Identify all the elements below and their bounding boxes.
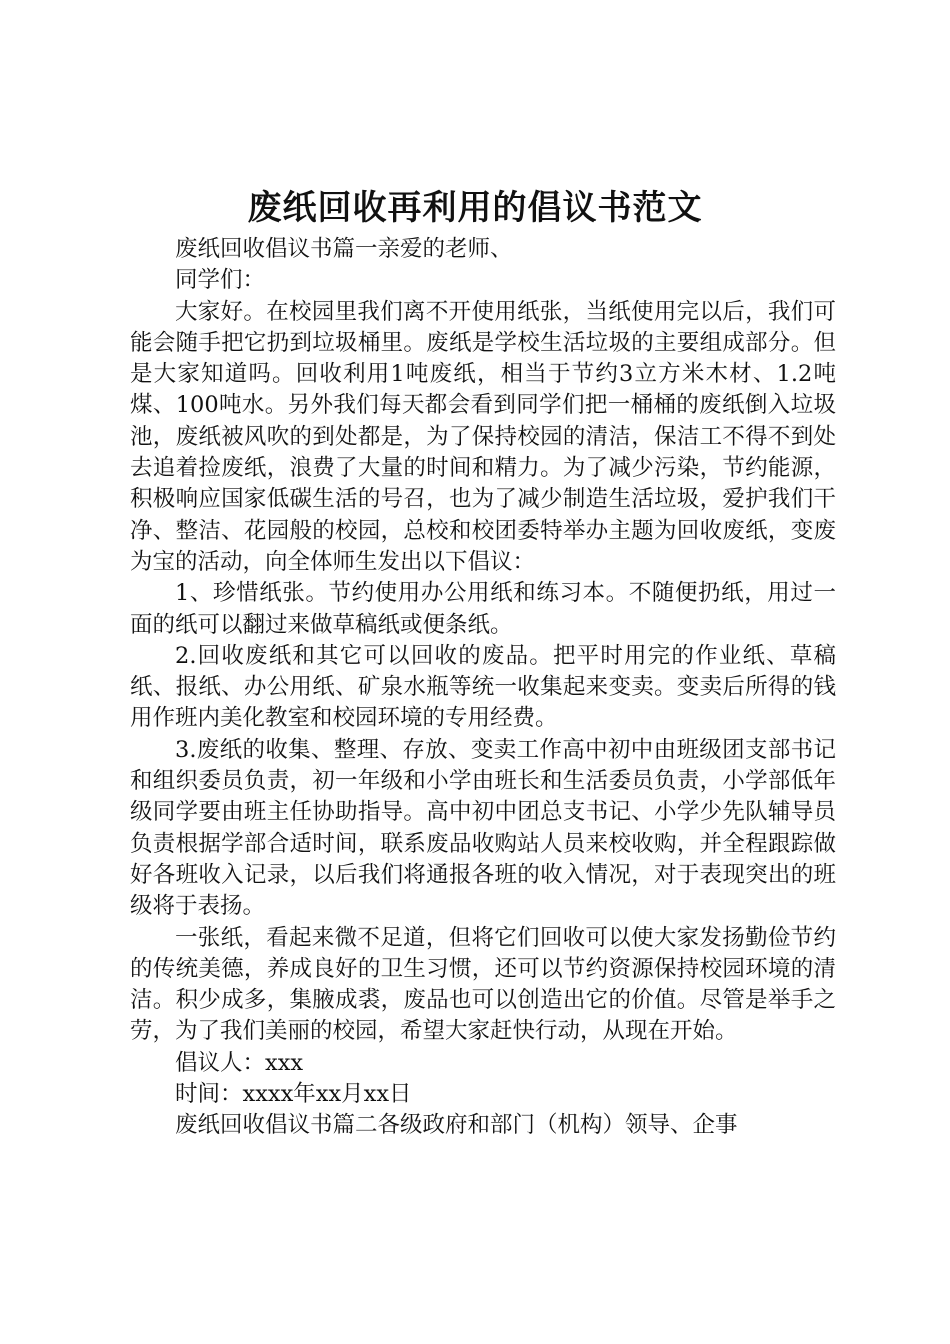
paragraph-proposal-1: 1、珍惜纸张。节约使用办公用纸和练习本。不随便扔纸，用过一面的纸可以翻过来做草稿纸或便条纸。	[130, 580, 836, 638]
paragraph-date: 时间：xxxx年xx月xx日	[175, 1081, 412, 1108]
paragraph-second-letter-start: 废纸回收倡议书篇二各级政府和部门（机构）领导、企事	[175, 1112, 738, 1139]
paragraph-proposal-2: 2.回收废纸和其它可以回收的废品。把平时用完的作业纸、草稿纸、报纸、办公用纸、矿泉水瓶等统一收集起来变卖。变卖后所得的钱用作班内美化教室和校园环境的专用经费。	[130, 642, 836, 732]
paragraph-introduction: 大家好。在校园里我们离不开使用纸张，当纸使用完以后，我们可能会随手把它扔到垃圾桶里。废纸是学校生活垃圾的主要组成部分。但是大家知道吗。回收利用1吨废纸，相当于节约3立方米木材、1.2吨煤、100吨水。另外我们每天都会看到同学们把一桶桶的废纸倒入垃圾池，废纸被风吹的到处都是，为了保持校园的清洁，保洁工不得不到处去追着捡废纸，浪费了大量的时间和精力。为了减少污染，节约能源，积极响应国家低碳生活的号召，也为了减少制造生活垃圾，爱护我们干净、整洁、花园般的校园，总校和校团委特举办主题为回收废纸，变废为宝的活动，向全体师生发出以下倡议：	[130, 298, 836, 575]
paragraph-greeting-line2: 同学们：	[175, 267, 266, 294]
paragraph-proposal-3: 3.废纸的收集、整理、存放、变卖工作高中初中由班级团支部书记和组织委员负责，初一年级和小学由班长和生活委员负责，小学部低年级同学要由班主任协助指导。高中初中团总支书记、小学少先队辅导员负责根据学部合适时间，联系废品收购站人员来校收购，并全程跟踪做好各班收入记录，以后我们将通报各班的收入情况，对于表现突出的班级将于表扬。	[130, 736, 836, 920]
paragraph-conclusion: 一张纸，看起来微不足道，但将它们回收可以使大家发扬勤俭节约的传统美德，养成良好的卫生习惯，还可以节约资源保持校园环境的清洁。积少成多，集腋成裘，废品也可以创造出它的价值。尽管是举手之劳，为了我们美丽的校园，希望大家赶快行动，从现在开始。	[130, 924, 836, 1045]
paragraph-greeting-line1: 废纸回收倡议书篇一亲爱的老师、	[175, 236, 513, 262]
paragraph-signatory: 倡议人：xxx	[175, 1049, 304, 1076]
document-title: 废纸回收再利用的倡议书范文	[247, 188, 703, 228]
document-body	[130, 234, 836, 1142]
